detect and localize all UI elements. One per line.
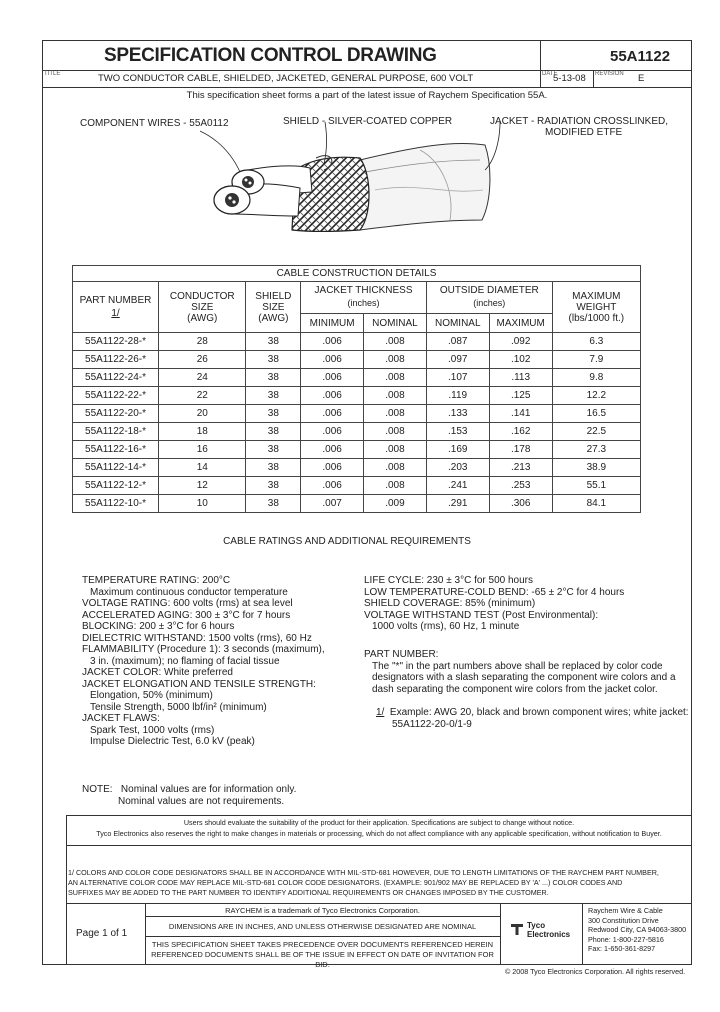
table-cell: .102 [489, 351, 552, 369]
label-component-wires: COMPONENT WIRES - 55A0112 [80, 118, 229, 129]
address-line: Phone: 1-800-227-5816 [588, 934, 664, 944]
header-weight: MAXIMUM WEIGHT (lbs/1000 ft.) [552, 282, 640, 333]
ratings-heading: CABLE RATINGS AND ADDITIONAL REQUIREMENTS [223, 536, 471, 547]
table-cell: 14 [159, 459, 246, 477]
rating-line: FLAMMABILITY (Procedure 1): 3 seconds (maximum), [82, 644, 325, 655]
header-outside-diameter: OUTSIDE DIAMETER (inches) [426, 282, 552, 314]
header-od-nom: NOMINAL [426, 314, 489, 333]
address-line: Fax: 1-650-361-8297 [588, 944, 656, 953]
table-cell: .087 [426, 333, 489, 351]
title-field-label: TITLE [44, 71, 61, 77]
note-label: NOTE: [82, 784, 113, 795]
rating-line: 3 in. (maximum); no flaming of facial tissue [90, 655, 280, 667]
ratings-left-column [82, 575, 325, 748]
disclaimer-2: Tyco Electronics also reserves the right to make changes in materials or processing, which do not affect compliance with any applicable specification, without notification to Buyer. [96, 829, 662, 838]
rating-line: VOLTAGE RATING: 600 volts (rms) at sea level [82, 598, 293, 609]
table-cell: .253 [489, 477, 552, 495]
jacket-shape [360, 143, 490, 230]
table-row [73, 351, 641, 369]
table-cell: .169 [426, 441, 489, 459]
table-cell: 38 [246, 333, 301, 351]
tyco-logo-text: Tyco Electronics [527, 921, 571, 939]
table-cell: .241 [426, 477, 489, 495]
table-cell: 38 [246, 423, 301, 441]
table-cell: .119 [426, 387, 489, 405]
table-cell: .007 [301, 495, 364, 513]
tyco-logo-icon [510, 922, 524, 936]
header-conductor: CONDUCTOR SIZE (AWG) [159, 282, 246, 333]
table-caption: CABLE CONSTRUCTION DETAILS [73, 266, 641, 282]
table-cell: .008 [364, 387, 427, 405]
table-cell: 38 [246, 405, 301, 423]
label-shield: SHIELD - SILVER-COATED COPPER [283, 116, 453, 127]
trademark-note: RAYCHEM is a trademark of Tyco Electronics Corporation. [225, 906, 420, 915]
rating-line: SHIELD COVERAGE: 85% (minimum) [364, 598, 536, 609]
rating-line: Spark Test, 1000 volts (rms) [90, 724, 215, 736]
company-address [588, 906, 686, 954]
table-cell: 38 [246, 477, 301, 495]
table-cell: 10 [159, 495, 246, 513]
rating-line: 1000 volts (rms), 60 Hz, 1 minute [372, 621, 520, 632]
table-row [73, 459, 641, 477]
header-jacket-thickness: JACKET THICKNESS (inches) [301, 282, 427, 314]
table-row [73, 387, 641, 405]
table-cell: 55.1 [552, 477, 640, 495]
header-jacket-nom: NOMINAL [364, 314, 427, 333]
table-cell: 38.9 [552, 459, 640, 477]
table-row [73, 333, 641, 351]
table-cell: 38 [246, 369, 301, 387]
table-cell: 55A1122-20-* [73, 405, 159, 423]
table-cell: 55A1122-28-* [73, 333, 159, 351]
table-cell: .008 [364, 369, 427, 387]
color-note-1: 1/ COLORS AND COLOR CODE DESIGNATORS SHALL BE IN ACCORDANCE WITH MIL-STD-681 HOWEVER, DUE TO LENGTH LIMITATIONS OF THE RAYCHEM PART NUMBER, [68, 868, 659, 877]
table-cell: .006 [301, 423, 364, 441]
precedence-line-2: REFERENCED DOCUMENTS SHALL BE OF THE ISSUE IN EFFECT ON DATE OF INVITATION FOR BID. [151, 950, 494, 969]
table-cell: 55A1122-16-* [73, 441, 159, 459]
ratings-right-column [364, 575, 624, 633]
disclaimer-1: Users should evaluate the suitability of the product for their application. Specifications are subject to change without notice. [183, 818, 575, 827]
table-cell: 38 [246, 441, 301, 459]
date-value: 5-13-08 [553, 73, 586, 84]
rating-line: ACCELERATED AGING: 300 ± 3°C for 7 hours [82, 609, 291, 621]
table-cell: .153 [426, 423, 489, 441]
table-cell: 12.2 [552, 387, 640, 405]
table-cell: 55A1122-18-* [73, 423, 159, 441]
label-jacket-1: JACKET - RADIATION CROSSLINKED, [490, 116, 668, 127]
rating-line: DIELECTRIC WITHSTAND: 1500 volts (rms), 60 Hz [82, 632, 312, 644]
table-cell: 38 [246, 459, 301, 477]
rating-line: LOW TEMPERATURE-COLD BEND: -65 ± 2°C for 4 hours [364, 586, 625, 598]
table-cell: .008 [364, 441, 427, 459]
table-cell: 12 [159, 477, 246, 495]
table-cell: .008 [364, 423, 427, 441]
table-cell: .008 [364, 333, 427, 351]
table-cell: .092 [489, 333, 552, 351]
table-row [73, 495, 641, 513]
address-line: 300 Constitution Drive [588, 915, 659, 925]
table-cell: .203 [426, 459, 489, 477]
header-jacket-min: MINIMUM [301, 314, 364, 333]
table-cell: 55A1122-10-* [73, 495, 159, 513]
table-cell: .006 [301, 441, 364, 459]
table-cell: .125 [489, 387, 552, 405]
table-cell: .141 [489, 405, 552, 423]
table-cell: .006 [301, 387, 364, 405]
table-cell: .133 [426, 405, 489, 423]
table-cell: .006 [301, 459, 364, 477]
table-row [73, 369, 641, 387]
table-row [73, 423, 641, 441]
rating-line: Impulse Dielectric Test, 6.0 kV (peak) [90, 736, 255, 747]
dimensions-note: DIMENSIONS ARE IN INCHES, AND UNLESS OTHERWISE DESIGNATED ARE NOMINAL [168, 922, 477, 931]
table-cell: 27.3 [552, 441, 640, 459]
table-cell: 55A1122-24-* [73, 369, 159, 387]
table-cell: 16 [159, 441, 246, 459]
part-number-line-3: dash separating the component wire colors from the jacket color. [372, 683, 658, 695]
rating-line: Elongation, 50% (minimum) [90, 690, 213, 701]
example-line: 1/ Example: AWG 20, black and brown component wires; white jacket: [376, 707, 689, 718]
color-note-2: AN ALTERNATIVE COLOR CODE MAY REPLACE MIL-STD-681 COLOR CODE DESIGNATORS. (EXAMPLE: 901/902 MAY BE REPLACED BY 'A' ...) COLOR CODES AND [68, 878, 623, 887]
header-od-max: MAXIMUM [489, 314, 552, 333]
label-jacket-2: MODIFIED ETFE [545, 127, 623, 138]
address-line: Redwood City, CA 94063-3800 [588, 925, 687, 934]
table-cell: .006 [301, 477, 364, 495]
table-cell: 28 [159, 333, 246, 351]
table-cell: .113 [489, 369, 552, 387]
part-number-line-2: designators with a slash separating the component wire colors and a [372, 672, 676, 683]
table-cell: .162 [489, 423, 552, 441]
table-cell: 20 [159, 405, 246, 423]
table-cell: 55A1122-14-* [73, 459, 159, 477]
rating-line: JACKET ELONGATION AND TENSILE STRENGTH: [82, 678, 316, 690]
table-cell: 26 [159, 351, 246, 369]
table-cell: .008 [364, 405, 427, 423]
table-cell: .008 [364, 459, 427, 477]
table-row [73, 405, 641, 423]
table-cell: .006 [301, 351, 364, 369]
table-cell: 7.9 [552, 351, 640, 369]
copyright: © 2008 Tyco Electronics Corporation. All rights reserved. [505, 967, 686, 976]
color-note-3: SUFFIXES MAY BE ADDED TO THE PART NUMBER TO IDENTIFY ADDITIONAL REQUIREMENTS OR CHANGES IMPOSED BY THE CUSTOMER. [68, 888, 549, 897]
rating-line: JACKET COLOR: White preferred [82, 667, 233, 678]
spec-note: This specification sheet forms a part of the latest issue of Raychem Specification 55A. [186, 90, 548, 101]
table-cell: .008 [364, 477, 427, 495]
table-cell: .306 [489, 495, 552, 513]
document-subtitle: TWO CONDUCTOR CABLE, SHIELDED, JACKETED, GENERAL PURPOSE, 600 VOLT [98, 73, 474, 84]
rating-line: VOLTAGE WITHSTAND TEST (Post Environmental): [364, 609, 599, 621]
cable-illustration [200, 120, 540, 250]
rating-line: Tensile Strength, 5000 lbf/in² (minimum) [90, 701, 267, 713]
revision-label: REVISION [595, 71, 624, 77]
table-row [73, 477, 641, 495]
header-part-number: PART NUMBER 1/ [73, 282, 159, 333]
table-body [73, 333, 641, 513]
table-cell: .009 [364, 495, 427, 513]
table-row [73, 441, 641, 459]
table-cell: .006 [301, 405, 364, 423]
precedence-line-1: THIS SPECIFICATION SHEET TAKES PRECEDENCE OVER DOCUMENTS REFERENCED HEREIN [151, 940, 494, 949]
table-cell: .097 [426, 351, 489, 369]
table-cell: .291 [426, 495, 489, 513]
table-cell: 16.5 [552, 405, 640, 423]
header-shield: SHIELD SIZE (AWG) [246, 282, 301, 333]
table-cell: 22 [159, 387, 246, 405]
part-number-section [364, 649, 689, 730]
construction-table [72, 265, 641, 513]
note-line-2: Nominal values are not requirements. [118, 795, 285, 807]
table-cell: 55A1122-12-* [73, 477, 159, 495]
part-number-heading: PART NUMBER: [364, 649, 439, 660]
rating-line: JACKET FLAWS: [82, 713, 160, 724]
table-cell: 18 [159, 423, 246, 441]
table-cell: 38 [246, 387, 301, 405]
example-part: 55A1122-20-0/1-9 [392, 718, 472, 730]
rating-line: BLOCKING: 200 ± 3°C for 6 hours [82, 621, 235, 632]
date-label: DATE [542, 71, 558, 77]
table-cell: 6.3 [552, 333, 640, 351]
table-cell: 84.1 [552, 495, 640, 513]
table-cell: 24 [159, 369, 246, 387]
table-cell: 9.8 [552, 369, 640, 387]
note-line-1: Nominal values are for information only. [120, 784, 297, 795]
table-cell: .006 [301, 333, 364, 351]
table-cell: .213 [489, 459, 552, 477]
rating-line: TEMPERATURE RATING: 200°C [82, 575, 231, 586]
table-cell: .008 [364, 351, 427, 369]
note-section [82, 784, 296, 807]
rating-line: LIFE CYCLE: 230 ± 3°C for 500 hours [364, 575, 534, 586]
page-title: SPECIFICATION CONTROL DRAWING [104, 45, 437, 66]
table-cell: 38 [246, 351, 301, 369]
rating-line: Maximum continuous conductor temperature [90, 586, 288, 598]
table-cell: 38 [246, 495, 301, 513]
table-cell: 55A1122-22-* [73, 387, 159, 405]
document-number: 55A1122 [610, 48, 671, 65]
revision-value: E [638, 73, 645, 84]
address-line: Raychem Wire & Cable [588, 906, 663, 915]
table-cell: .107 [426, 369, 489, 387]
table-cell: 55A1122-26-* [73, 351, 159, 369]
table-cell: 22.5 [552, 423, 640, 441]
table-cell: .006 [301, 369, 364, 387]
part-number-line-1: The "*" in the part numbers above shall be replaced by color code [372, 660, 663, 672]
page-number: Page 1 of 1 [76, 928, 128, 939]
table-cell: .178 [489, 441, 552, 459]
